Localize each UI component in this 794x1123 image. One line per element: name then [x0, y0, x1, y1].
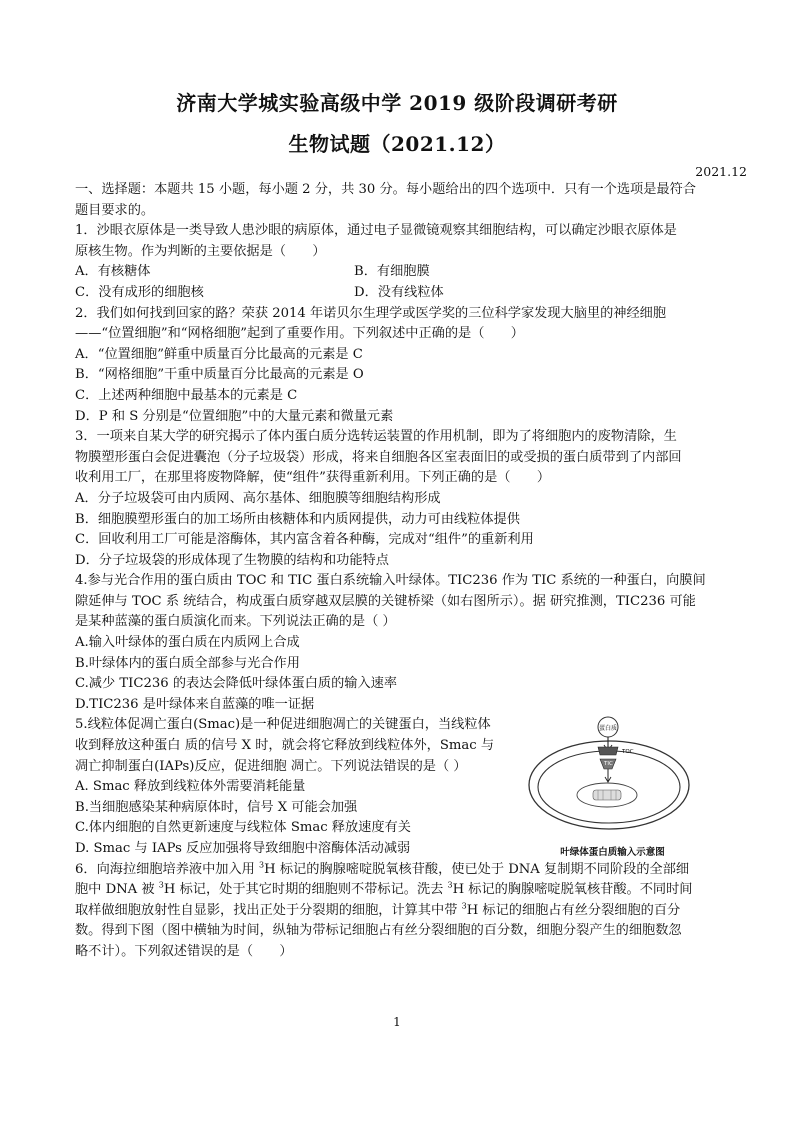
q2-stem: 2．我们如何找到回家的路？荣获 2014 年诺贝尔生理学或医学奖的三位科学家发现大脑里的神经细胞 [75, 305, 667, 321]
q3-stem: 3．一项来自某大学的研究揭示了体内蛋白质分选转运装置的作用机制，即为了将细胞内的废物清除，生 [75, 429, 677, 445]
exam-title: 济南大学城实验高级中学 2019 级阶段调研考研 [176, 91, 618, 115]
figure-caption: 叶绿体蛋白质输入示意图 [560, 847, 665, 859]
q5-stem-cont2: 凋亡抑制蛋白(IAPs)反应，促进细胞 凋亡。下列说法错误的是（ ） [75, 758, 467, 774]
chloroplast-diagram [525, 715, 700, 833]
q1-option-a: A．有核糖体 [75, 264, 151, 280]
toc-complex [598, 747, 618, 755]
q1-options-row1 [75, 262, 720, 283]
q3-stem-cont2: 收利用工厂，在那里将废物降解，使“组件”获得重新利用。下列正确的是（ ） [75, 470, 551, 486]
protein-label: 蛋白质 [598, 725, 618, 733]
q1-stem: 1．沙眼衣原体是一类导致人患沙眼的病原体，通过电子显微镜观察其细胞结构，可以确定沙眼衣原体是 [75, 223, 677, 239]
q4-stem-cont2: 是某种蓝藻的蛋白质演化而来。下列说法正确的是（ ） [75, 614, 396, 630]
q4-option-d: D.TIC236 是叶绿体来自蓝藻的唯一证据 [75, 696, 315, 712]
page-number: 1 [393, 1015, 401, 1029]
q5-stem-cont: 收到释放这种蛋白 质的信号 X 时，就会将它释放到线粒体外，Smac 与 [75, 738, 495, 754]
q2-stem-cont: ——“位置细胞”和“网格细胞”起到了重要作用。下列叙述中正确的是（ ） [75, 326, 524, 342]
q4-option-a: A.输入叶绿体的蛋白质在内质网上合成 [75, 635, 300, 651]
q4-stem-cont: 隙延伸与 TOC 系 统结合，构成蛋白质穿越双层膜的关键桥梁（如右图所示）。据 研究推测，TIC236 可能 [75, 593, 696, 609]
q5-option-a: A. Smac 释放到线粒体外需要消耗能量 [75, 779, 306, 795]
q5-option-d: D. Smac 与 IAPs 反应加强将导致细胞中溶酶体活动减弱 [75, 841, 411, 856]
q4-option-c: C.减少 TIC236 的表达会降低叶绿体蛋白质的输入速率 [75, 676, 398, 692]
q6-stem-line3: 取样做细胞放射性自显影，找出正处于分裂期的细胞，计算其中带 $^3$H 标记的细胞占有丝分裂细胞的百分 [75, 901, 681, 918]
q2-option-b: B．“网格细胞”干重中质量百分比最高的元素是 O [75, 367, 364, 383]
q5-block [75, 715, 720, 859]
q1-stem-cont: 原核生物。作为判断的主要依据是（ ） [75, 243, 326, 259]
chloroplast-figure [525, 715, 700, 859]
q2-option-a: A．“位置细胞”鲜重中质量百分比最高的元素是 C [75, 346, 363, 362]
q3-stem-cont: 物膜塑形蛋白会促进囊泡（分子垃圾袋）形成，将来自细胞各区室表面旧的或受损的蛋白质带到了内部回 [75, 449, 682, 465]
q5-option-b: B.当细胞感染某种病原体时，信号 X 可能会加强 [75, 799, 358, 815]
q5-text [75, 715, 525, 859]
tic-label: TIC [604, 761, 613, 768]
q1-options-row2 [75, 283, 720, 304]
q2-option-d: D．P 和 S 分别是“位置细胞”中的大量元素和微量元素 [75, 408, 394, 424]
q6-stem-line5: 略不计）。下列叙述错误的是（ ） [75, 943, 293, 959]
q3-option-b: B．细胞膜塑形蛋白的加工场所由核糖体和内质网提供，动力可由线粒体提供 [75, 511, 520, 527]
q6-stem-line2: 胞中 DNA 被 $^3$H 标记，处于其它时期的细胞则不带标记。洗去 $^3$H 标记的胸腺嘧啶脱氧核苷酸。不同时间 [75, 880, 693, 898]
q4-option-b: B.叶绿体内的蛋白质全部参与光合作用 [75, 655, 300, 671]
exam-subtitle: 生物试题（2021.12） [288, 132, 506, 156]
q5-option-c: C.体内细胞的自然更新速度与线粒体 Smac 释放速度有关 [75, 820, 411, 836]
q3-option-d: D．分子垃圾袋的形成体现了生物膜的结构和功能特点 [75, 552, 389, 568]
q3-option-a: A．分子垃圾袋可由内质网、高尔基体、细胞膜等细胞结构形成 [75, 490, 441, 506]
q5-stem: 5.线粒体促凋亡蛋白(Smac)是一种促进细胞凋亡的关键蛋白，当线粒体 [75, 717, 491, 733]
grana-stack [593, 790, 621, 800]
q1-option-c: C．没有成形的细胞核 [75, 284, 204, 300]
toc-label: TOC [622, 749, 634, 756]
q4-stem: 4.参与光合作用的蛋白质由 TOC 和 TIC 蛋白系统输入叶绿体。TIC236 作为 TIC 系统的一种蛋白，向膜间 [75, 573, 706, 589]
q1-option-d: D．没有线粒体 [354, 284, 444, 300]
exam-date: 2021.12 [695, 164, 747, 179]
section-intro-cont: 题目要求的。 [75, 202, 155, 218]
question-body [75, 180, 720, 963]
q6-stem-line1: 6．向海拉细胞培养液中加入用 $^3$H 标记的胸腺嘧啶脱氧核苷酸，使已处于 DNA 复制期不同阶段的全部细 [75, 860, 690, 877]
q2-option-c: C．上述两种细胞中最基本的元素是 C [75, 387, 298, 403]
q3-option-c: C．回收利用工厂可能是溶酶体，其内富含着各种酶，完成对“组件”的重新利用 [75, 532, 534, 548]
q6-stem-line4: 数。得到下图（图中横轴为时间，纵轴为带标记细胞占有丝分裂细胞的百分数，细胞分裂产生的细胞数忽 [75, 923, 682, 939]
q1-option-b: B．有细胞膜 [354, 264, 430, 280]
section-intro: 一、选择题：本题共 15 小题，每小题 2 分，共 30 分。每小题给出的四个选项中．只有一个选项是最符合 [75, 182, 696, 197]
